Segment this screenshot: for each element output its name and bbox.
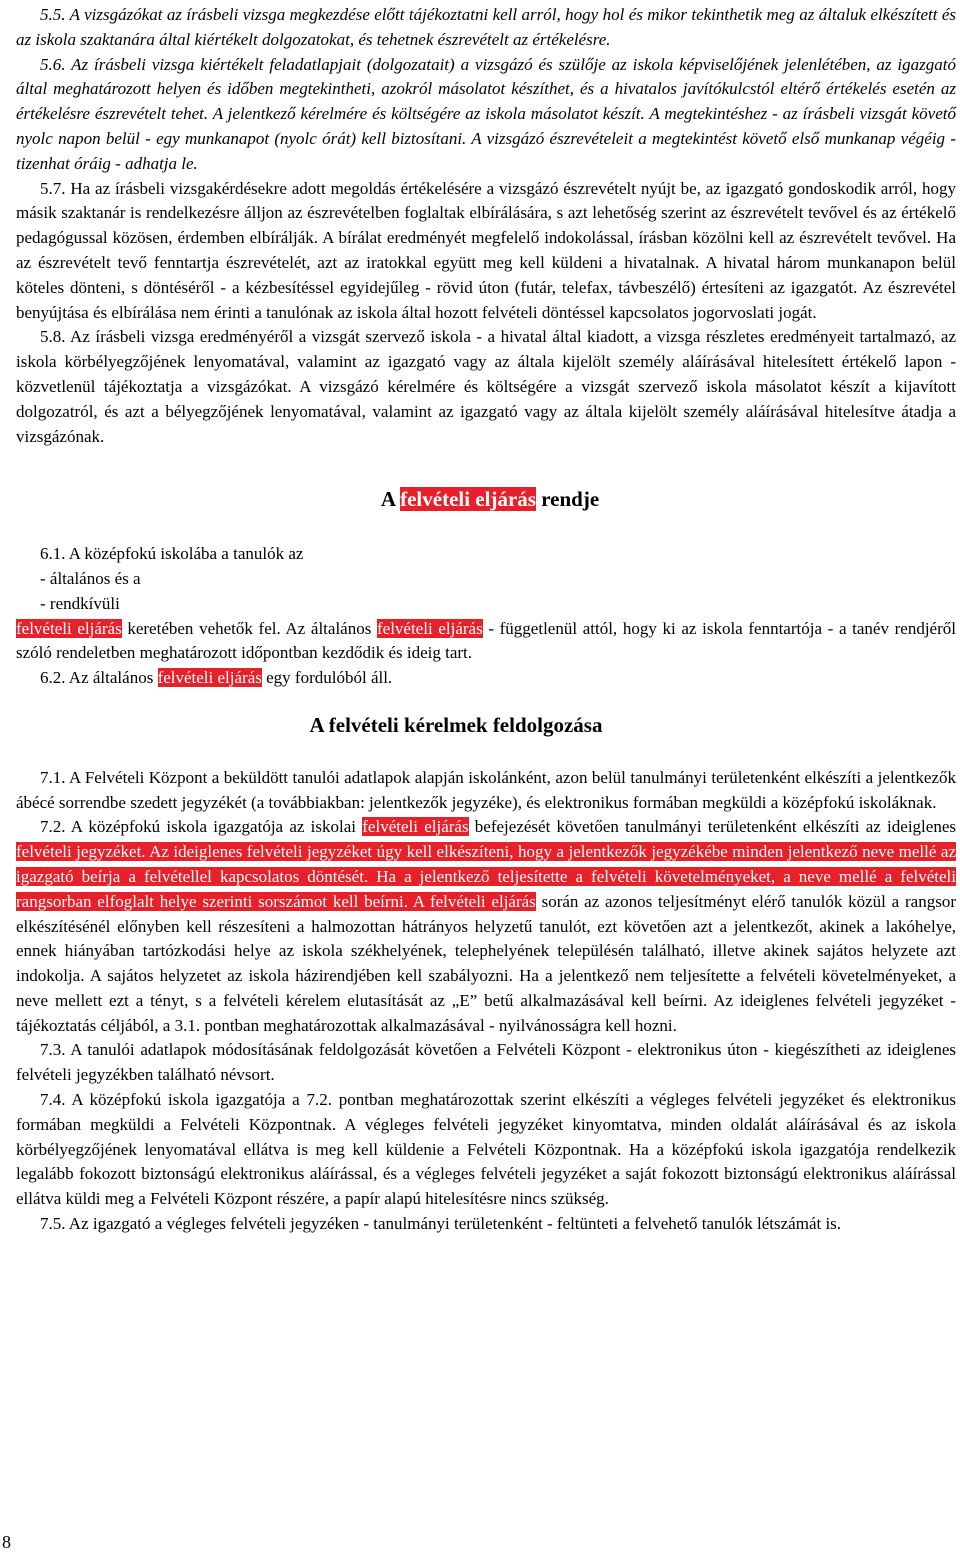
paragraph-5-8: 5.8. Az írásbeli vizsga eredményéről a vizsgát szervező iskola - a hivatal által kiadott, a vizsga részletes eredményeit tartalmazó, az iskola körbélyegzőjének lenyomatával, valamint az igazgató vagy az általa kijelölt személy aláírásával hitelesített értékelő lapon - közvetlenül tájékoztatja a vizsgázókat. A vizsgázó kérelmére és költségére a vizsgát szervező iskola másolatot készít a kijavított dolgozatról, és azt a bélyegzőjének lenyomatával, valamint az igazgató vagy az általa kijelölt személy aláírásával hitelesítve átadja a vizsgázónak.: [16, 327, 956, 446]
paragraph-7-2: [16, 815, 956, 1038]
text-run: egy fordulóból áll.: [261, 668, 393, 688]
heading-post: rendje: [535, 487, 600, 512]
paragraph-7-5: 7.5. Az igazgató a végleges felvételi jegyzéken - tanulmányi területenként - feltünteti a felvehető tanulók létszámát is.: [40, 1214, 842, 1234]
search-highlight: felvételi eljárás: [400, 487, 536, 512]
paragraph-7-3: 7.3. A tanulói adatlapok módosításának feldolgozását követően a Felvételi Központ - elektronikus úton - kiegészítheti az ideiglenes felvételi jegyzékben található névsort.: [16, 1040, 956, 1085]
section-heading-felveteli-kerelmek: A felvételi kérelmek feldolgozása: [309, 712, 603, 737]
paragraph-6-1-line3: - rendkívüli: [40, 593, 120, 613]
text-run: 6.2. Az általános: [40, 668, 158, 688]
text-run: 7.2. A középfokú iskola igazgatója az iskolai: [40, 817, 363, 837]
text-run: során az azonos teljesítményt elérő tanulók közül a rangsor elkészítésénél előnyben kell részesíteni a halmozottan hátrányos helyzetű tanulót, ezt követően azt a jelentkezőt, akinek a lakóhelye, ennek hiányában tartózkodási helye az iskola székhelyének, telephelyének településén található, illetve akinek sajátos helyzete azt indokolja. A sajátos helyzetet az iskola házirendjében kell szabályozni. Ha a jelentkező nem teljesítette a felvételi követelményeket, a neve mellett ezt a tényt, s a felvételi kérelem elutasítását az „E” betű alkalmazásával kell beírni. Az ideiglenes felvételi jegyzéket - tájékoztatás céljából, a 3.1. pontban meghatározottak alkalmazásával - nyilvánosságra kell hozni.: [16, 891, 956, 1035]
search-highlight: felvételi eljárás: [376, 618, 483, 638]
paragraph-7-4: 7.4. A középfokú iskola igazgatója a 7.2. pontban meghatározottak szerint elkészíti a végleges felvételi jegyzéket és elektronikus formában megküldi a Felvételi Központnak. A végleges felvételi jegyzéket kinyomtatva, minden oldalát aláírásával és az iskola körbélyegzőjének lenyomatával ellátva is meg kell küldenie a Felvételi Központnak. Ha a középfokú iskola igazgatója rendelkezik legalább fokozott biztonságú elektronikus aláírással, és a végleges felvételi jegyzéket a saját fokozott biztonságú elektronikus aláírással ellátva küldi meg a Felvételi Központ részére, a papír alapú hitelesítésre nincs szükség.: [16, 1090, 956, 1209]
text-run: befejezését követően tanulmányi területenként elkészíti az ideiglenes: [468, 817, 956, 837]
paragraph-6-1-line1: 6.1. A középfokú iskolába a tanulók az: [40, 544, 304, 564]
search-highlight: felvételi eljárás: [362, 817, 469, 837]
paragraph-6-1-line2: - általános és a: [40, 568, 141, 588]
heading-pre: A: [380, 487, 401, 512]
document-page: [16, 3, 956, 1237]
search-highlight: felvételi eljárás: [16, 618, 122, 638]
section-heading-felveteli-eljaras: [16, 487, 956, 512]
text-run: - függetlenül attól, hogy ki az iskola fenntartója - a tanév rendjéről szóló rendeletben meghatározott időpontban kezdődik és ideig tart.: [16, 618, 956, 663]
paragraph-5-5: 5.5. A vizsgázókat az írásbeli vizsga megkezdése előtt tájékoztatni kell arról, hogy hol és mikor tekinthetik meg az általuk elkészített és az iskola szaktanára által kiértékelt dolgozatokat, és tehetnek észrevételt az értékelésre.: [16, 5, 956, 49]
paragraph-6-2: [16, 666, 956, 691]
text-run: keretében vehetők fel. Az általános: [121, 618, 377, 638]
page-number: 8: [2, 1532, 11, 1552]
paragraph-6-1-body: [16, 617, 956, 667]
search-highlight: felvételi jegyzéket. Az ideiglenes felvételi jegyzéket úgy kell elkészíteni, hogy a jelentkezők jegyzékébe minden jelentkező neve mellé az igazgató beírja a felvétellel kapcsolatos döntését. Ha a jelentkező teljesítette a felvételi követelményeket, a neve mellé a felvételi rangsorban elfoglalt helye szerinti sorszámot kell beírni. A felvételi eljárás: [16, 842, 956, 911]
paragraph-7-1: 7.1. A Felvételi Központ a beküldött tanulói adatlapok alapján iskolánként, azon belül tanulmányi területenként elkészíti a jelentkezők ábécé sorrendbe szedett jegyzékét (a továbbiakban: jelentkezők jegyzéke), és elektronikus formában megküldi a középfokú iskoláknak.: [16, 767, 956, 812]
paragraph-5-6: 5.6. Az írásbeli vizsga kiértékelt feladatlapjait (dolgozatait) a vizsgázó és szülője az iskola képviselőjének jelenlétében, az igazgató által meghatározott helyen és időben megtekintheti, azokról másolatot készíthet, és a hivatalos javítókulcstól eltérő értékelés esetén az értékelésre észrevételt tehet. A jelentkező kérelmére és költségére az iskola másolatot készít. A megtekintéshez - az írásbeli vizsgát követő nyolc napon belül - egy munkanapot (nyolc órát) kell biztosítani. A vizsgázó észrevételeit a megtekintést követő első munkanap végéig - tizenhat óráig - adhatja le.: [16, 54, 956, 173]
paragraph-5-7: 5.7. Ha az írásbeli vizsgakérdésekre adott megoldás értékelésére a vizsgázó észrevételt nyújt be, az igazgató gondoskodik arról, hogy másik szaktanár is rendelkezésre álljon az észrevételben foglaltak elbírálására, s azt lehetőség szerint az észrevételt tevővel és az értékelő pedagógussal közösen, érdemben elbírálják. A bírálat eredményét megfelelő indokolással, írásban közölni kell az észrevételt tevővel. Ha az észrevételt tevő fenntartja észrevételét, azt az iratokkal együtt meg kell küldeni a hivatalnak. A hivatal három munkanapon belül köteles dönteni, s döntéséről - a kézbesítéssel egyidejűleg - rövid úton (futár, telefax, távbeszélő) értesíteni az igazgatót. Az észrevétel benyújtása és elbírálása nem érinti a tanulónak az iskola által hozott felvételi döntéssel kapcsolatos jogorvoslati jogát.: [16, 178, 956, 322]
search-highlight: felvételi eljárás: [157, 668, 262, 688]
